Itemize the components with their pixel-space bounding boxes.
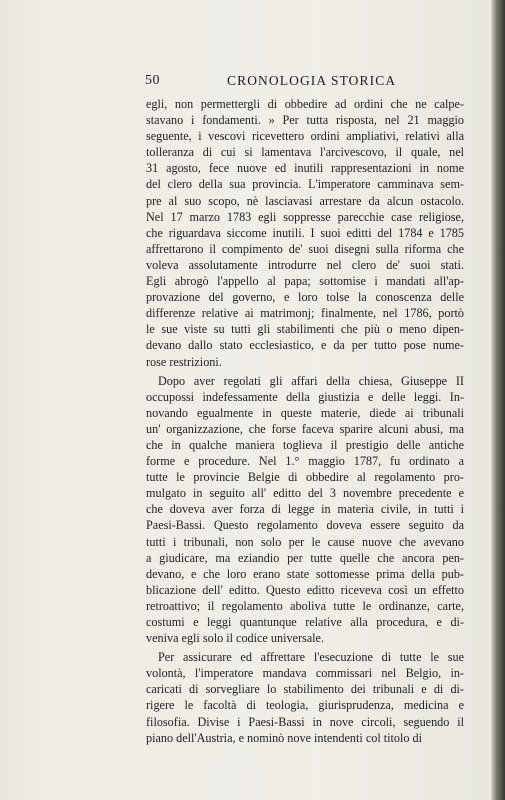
text-line: caricati di sorvegliare lo stabilimento dei tribunali e di di- — [146, 682, 464, 697]
text-line: piano dell'Austria, e nominò nove intendenti col titolo di — [146, 730, 423, 745]
text-line: Dopo aver regolati gli affari della chiesa, Giuseppe II — [158, 373, 464, 388]
page-edge-shadow — [491, 0, 505, 800]
text-line: voleva assolutamente introdurre nel clero de' suoi stati. — [146, 257, 464, 272]
paragraph — [146, 649, 464, 746]
text-line: del clero della sua provincia. L'imperatore camminava sem- — [146, 177, 464, 192]
text-line: blicazione dell' editto. Questo editto riceveva così un effetto — [146, 582, 464, 597]
text-line: Paesi-Bassi. Questo regolamento doveva essere seguito da — [146, 518, 464, 533]
page-header — [145, 73, 463, 93]
text-line: veniva egli solo il codice universale. — [146, 631, 325, 646]
text-line: che in qualche maniera toglieva il prestigio delle antiche — [146, 437, 464, 452]
text-line: Per assicurare ed affrettare l'esecuzione di tutte le sue — [158, 650, 464, 665]
text-line: retroattivo; il regolamento aboliva tutte le ordinanze, carte, — [146, 598, 464, 613]
page-number: 50 — [145, 73, 160, 88]
text-line: le sue viste su tutti gli stabilimenti che più o meno dipen- — [146, 322, 464, 337]
text-line: un' organizzazione, che forse faceva sparire alcuni abusi, ma — [146, 421, 464, 436]
text-line: occupossi indefessamente della giustizia e delle leggi. In- — [146, 389, 464, 404]
text-line: a giudicare, ma eziandio per tutte quelle che ancora pen- — [146, 550, 464, 565]
text-line: affrettarono il compimento de' suoi disegni sulla riforma che — [146, 241, 464, 256]
text-line: devano, e che loro erano state sottomesse prima della pub- — [146, 566, 464, 581]
text-line: devano dallo stato ecclesiastico, e da per tutto pose nume- — [146, 338, 464, 353]
running-title: CRONOLOGIA STORICA — [227, 73, 397, 88]
text-line: differenze relative ai matrimonj; finalmente, nel 1786, portò — [146, 306, 464, 321]
text-line: che doveva aver forza di legge in materia civile, in tutti i — [146, 502, 464, 517]
text-line: costumi e leggi quantunque relative alla procedura, e di- — [146, 615, 464, 629]
text-line: novando egualmente in queste materie, diede ai tribunali — [146, 405, 464, 420]
body-text — [146, 96, 464, 746]
text-line: 31 agosto, fece nuove ed inutili rappresentazioni in nome — [146, 161, 464, 176]
text-line: pre al suo scopo, nè lasciavasi arrestare da alcun ostacolo. — [146, 193, 464, 208]
paragraph — [146, 373, 464, 647]
text-line: Egli abrogò l'appello al papa; sottomise i mandati all'ap- — [146, 274, 464, 289]
text-line: provazione del governo, e loro tolse la conoscenza delle — [146, 290, 464, 305]
text-line: filosofia. Divise i Paesi-Bassi in nove circoli, seguendo il — [146, 714, 464, 729]
text-line: seguente, i vescovi ricevettero ordini ampliativi, relativi alla — [146, 129, 464, 144]
text-line: rose restrizioni. — [146, 354, 222, 369]
text-line: che riguardava siccome inutili. I suoi editti del 1784 e 1785 — [146, 225, 464, 240]
text-line: rigere le facoltà di teologia, giurisprudenza, medicina e — [146, 698, 464, 713]
text-line: Nel 17 marzo 1783 egli soppresse parecchie case religiose, — [146, 209, 464, 224]
text-line: egli, non permettergli di obbedire ad ordini che ne calpe- — [146, 97, 464, 111]
text-line: volontà, l'imperatore mandava commissari nel Belgio, in- — [146, 666, 464, 681]
text-line: stavano i fondamenti. » Per tutta risposta, nel 21 maggio — [146, 113, 464, 128]
text-line: tutti i tribunali, non solo per le cause nuove che avevano — [146, 534, 464, 549]
paragraph — [146, 96, 464, 370]
text-line: tolleranza di cui si lamentava l'arcivescovo, il quale, nel — [146, 145, 464, 160]
text-line: tutte le provincie Belgie di obbedire al regolamento pro- — [146, 470, 464, 485]
text-line: mulgato in seguito all' editto del 3 novembre precedente e — [146, 486, 464, 501]
text-line: forme e procedure. Nel 1.° maggio 1787, fu ordinato a — [146, 454, 464, 469]
